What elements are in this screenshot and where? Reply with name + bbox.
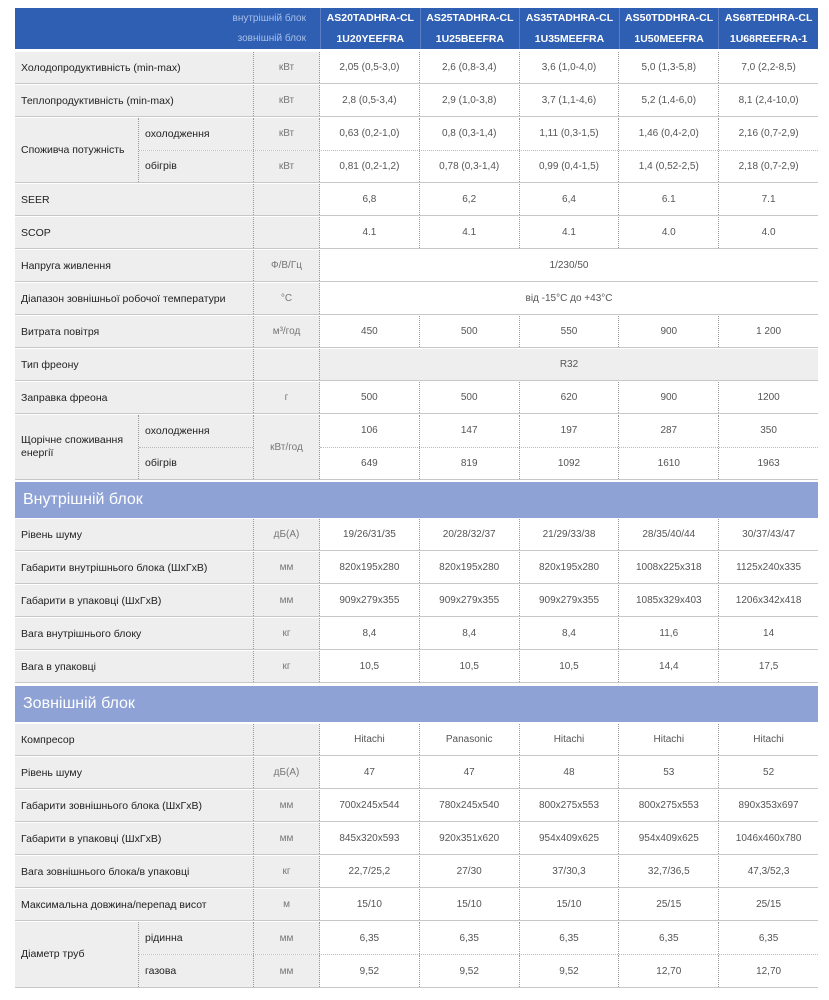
row-label: Вага в упаковці	[15, 651, 254, 682]
cell: Hitachi	[753, 734, 784, 745]
cell: 1,4 (0,52-2,5)	[619, 151, 719, 183]
pipe-diameter-group	[15, 922, 818, 988]
cell: 0,81 (0,2-1,2)	[320, 151, 420, 183]
cell: 22,7/25,2	[320, 856, 420, 887]
cell: 21/29/33/38	[520, 519, 620, 550]
cell: 2,18 (0,7-2,9)	[738, 160, 799, 172]
row-label: Витрата повітря	[15, 316, 254, 347]
row-unit: дБ(А)	[254, 757, 320, 788]
cell: 8,4	[320, 618, 420, 649]
cell: 620	[520, 382, 620, 413]
row-label: Габарити в упаковці (ШхГхВ)	[15, 585, 254, 616]
cell: 845x320x593	[320, 823, 420, 854]
cell: 890x353x697	[738, 800, 799, 811]
cell: 6,35	[520, 922, 620, 954]
cell: 2,05 (0,5-3,0)	[320, 52, 420, 83]
cell: 6,8	[320, 184, 420, 215]
cell: 7.1	[761, 194, 776, 205]
merged-cell: 1/230/50	[549, 260, 589, 271]
cell: 8,1 (2,4-10,0)	[738, 95, 799, 106]
row-unit: дБ(А)	[254, 519, 320, 550]
cell: 52	[763, 767, 775, 778]
cell: 1046x460x780	[735, 833, 802, 844]
row-label: Габарити в упаковці (ШхГхВ)	[15, 823, 254, 854]
cell: 6,35	[320, 922, 420, 954]
model-column	[619, 8, 719, 49]
cell: 6.1	[619, 184, 719, 215]
cell: 6,2	[420, 184, 520, 215]
table-row	[15, 618, 818, 650]
cell: 20/28/32/37	[420, 519, 520, 550]
table-row	[15, 283, 818, 315]
cell: 2,9 (1,0-3,8)	[420, 85, 520, 116]
cell: 909x279x355	[420, 585, 520, 616]
cell: 6,35	[619, 922, 719, 954]
row-label: Максимальна довжина/перепад висот	[15, 889, 254, 920]
indoor-model: AS35TADHRA-CL	[525, 12, 614, 25]
cell: 4.1	[420, 217, 520, 248]
row-unit: Ф/В/Гц	[254, 250, 320, 281]
cell: 1092	[520, 448, 620, 480]
model-column	[519, 8, 619, 49]
cell: 1200	[757, 392, 780, 403]
indoor-model: AS50TDDHRA-CL	[625, 12, 714, 25]
cell: Hitachi	[619, 724, 719, 755]
cell: 800x275x553	[619, 790, 719, 821]
cell: 48	[520, 757, 620, 788]
cell: 28/35/40/44	[619, 519, 719, 550]
cell: 53	[619, 757, 719, 788]
row-label: Габарити внутрішнього блока (ШхГхВ)	[15, 552, 254, 583]
cell: 1125x240x335	[736, 562, 802, 573]
row-unit: мм	[254, 790, 320, 821]
row-label: SEER	[15, 184, 254, 215]
cell: 2,8 (0,5-3,4)	[320, 85, 420, 116]
cell: 500	[420, 382, 520, 413]
table-row	[15, 790, 818, 822]
cell: 19/26/31/35	[320, 519, 420, 550]
cell: 47	[420, 757, 520, 788]
row-unit: кВт	[254, 151, 320, 183]
cell: 909x279x355	[320, 585, 420, 616]
model-column	[718, 8, 818, 49]
cell: Hitachi	[520, 724, 620, 755]
row-label: Вага внутрішнього блоку	[15, 618, 254, 649]
cell: 17,5	[758, 661, 779, 672]
cell: 6,35	[758, 932, 779, 944]
cell: 700x245x544	[320, 790, 420, 821]
row-unit: кВт	[254, 85, 320, 116]
row-label: Холодопродуктивність (min-max)	[15, 52, 254, 83]
outdoor-model: 1U50MEEFRA	[634, 32, 704, 45]
row-unit	[254, 217, 320, 248]
indoor-model: AS20TADHRA-CL	[326, 12, 414, 25]
row-unit: мм	[254, 585, 320, 616]
cell: 8,4	[420, 618, 520, 649]
annual-energy-group	[15, 415, 818, 480]
table-row	[15, 823, 818, 855]
row-label: Напруга живлення	[15, 250, 254, 281]
row-unit: кг	[254, 618, 320, 649]
cell: 820x195x280	[520, 552, 620, 583]
row-label: Споживча потужність	[15, 118, 139, 182]
row-unit: кг	[254, 856, 320, 887]
cell: 8,4	[520, 618, 620, 649]
cell: 197	[520, 415, 620, 447]
row-unit: мм	[254, 823, 320, 854]
merged-cell: від -15°С до +43°С	[525, 293, 613, 304]
cell: 0,99 (0,4-1,5)	[520, 151, 620, 183]
cell: 4.0	[619, 217, 719, 248]
cell: 820x195x280	[420, 552, 520, 583]
cell: 649	[320, 448, 420, 480]
cell: 7,0 (2,2-8,5)	[741, 62, 796, 73]
cell: 2,6 (0,8-3,4)	[420, 52, 520, 83]
cell: 106	[320, 415, 420, 447]
indoor-model: AS25TADHRA-CL	[426, 12, 514, 25]
row-unit: кг	[254, 651, 320, 682]
table-row	[15, 85, 818, 117]
cell: 350	[760, 425, 777, 437]
table-row	[15, 250, 818, 282]
table-row	[15, 217, 818, 249]
cell: 1963	[757, 457, 780, 469]
cell: 15/10	[520, 889, 620, 920]
table-header	[15, 8, 818, 49]
merged-cell: R32	[559, 359, 579, 370]
row-unit: кВт	[254, 52, 320, 83]
cell: 9,52	[320, 955, 420, 987]
table-row	[15, 651, 818, 683]
row-unit: мм	[254, 552, 320, 583]
cell: 819	[420, 448, 520, 480]
cell: 27/30	[420, 856, 520, 887]
cell: 47,3/52,3	[747, 866, 790, 877]
cell: 9,52	[420, 955, 520, 987]
cell: 1,46 (0,4-2,0)	[619, 118, 719, 150]
row-label: Заправка фреона	[15, 382, 254, 413]
row-unit	[254, 184, 320, 215]
table-row	[15, 382, 818, 414]
cell: 9,52	[520, 955, 620, 987]
cell: 0,8 (0,3-1,4)	[420, 118, 520, 150]
cell: 15/10	[320, 889, 420, 920]
sub-row-label: охолодження	[139, 118, 254, 150]
cell: 920x351x620	[420, 823, 520, 854]
section-title-indoor: Внутрішній блок	[15, 482, 818, 518]
cell: 147	[420, 415, 520, 447]
cell: 0,63 (0,2-1,0)	[320, 118, 420, 150]
row-label: Рівень шуму	[15, 757, 254, 788]
model-column	[320, 8, 420, 49]
cell: 2,16 (0,7-2,9)	[738, 128, 799, 140]
row-unit: мм	[254, 922, 320, 954]
outdoor-model: 1U25BEEFRA	[435, 32, 505, 45]
sub-row-label: газова	[139, 955, 254, 987]
row-unit: м	[254, 889, 320, 920]
cell: 14	[763, 628, 775, 639]
cell: 4.1	[520, 217, 620, 248]
row-unit: г	[254, 382, 320, 413]
outdoor-model: 1U35MEEFRA	[534, 32, 605, 45]
row-unit	[254, 349, 320, 380]
cell: 10,5	[420, 651, 520, 682]
cell: 800x275x553	[520, 790, 620, 821]
cell: 32,7/36,5	[619, 856, 719, 887]
cell: 4.0	[761, 227, 776, 238]
table-row	[15, 889, 818, 921]
section-title-outdoor: Зовнішній блок	[15, 686, 818, 722]
cell: 287	[619, 415, 719, 447]
row-label: Габарити зовнішнього блока (ШхГхВ)	[15, 790, 254, 821]
table-row	[15, 552, 818, 584]
cell: 1206x342x418	[735, 595, 802, 606]
row-unit: кВт/год	[254, 415, 320, 479]
cell: 1008x225x318	[619, 552, 719, 583]
cell: 1 200	[756, 326, 782, 337]
row-label: Діапазон зовнішньої робочої температури	[15, 283, 254, 314]
cell: 550	[520, 316, 620, 347]
cell: 5,2 (1,4-6,0)	[619, 85, 719, 116]
cell: 15/10	[420, 889, 520, 920]
row-label: Діаметр труб	[15, 922, 139, 987]
table-row	[15, 316, 818, 348]
cell: 954x409x625	[619, 823, 719, 854]
sub-row-label: охолодження	[139, 415, 253, 448]
cell: 6,35	[420, 922, 520, 954]
cell: Panasonic	[420, 724, 520, 755]
row-label: Тип фреону	[15, 349, 254, 380]
row-label: SCOP	[15, 217, 254, 248]
model-column	[420, 8, 520, 49]
outdoor-model: 1U20YEEFRA	[336, 32, 405, 45]
indoor-unit-label: внутрішній блок	[232, 12, 306, 24]
cell: 10,5	[520, 651, 620, 682]
sub-row-label: обігрів	[145, 457, 177, 470]
cell: 3,7 (1,1-4,6)	[520, 85, 620, 116]
cell: Hitachi	[320, 724, 420, 755]
table-row	[15, 585, 818, 617]
table-row	[15, 519, 818, 551]
table-row	[15, 184, 818, 216]
row-unit: °С	[254, 283, 320, 314]
cell: 30/37/43/47	[742, 529, 795, 540]
cell: 25/15	[619, 889, 719, 920]
row-label: Компресор	[15, 724, 254, 755]
table-row	[15, 349, 818, 381]
cell: 780x245x540	[420, 790, 520, 821]
cell: 14,4	[619, 651, 719, 682]
table-row	[15, 757, 818, 789]
cell: 10,5	[320, 651, 420, 682]
outdoor-model: 1U68REEFRA-1	[729, 32, 808, 45]
power-consumption-group	[15, 118, 818, 183]
row-label: Рівень шуму	[15, 519, 254, 550]
sub-row-label: обігрів	[139, 151, 254, 183]
header-labels	[15, 8, 320, 49]
row-unit: м³/год	[254, 316, 320, 347]
cell: 0,78 (0,3-1,4)	[420, 151, 520, 183]
cell: 25/15	[756, 899, 782, 910]
cell: 909x279x355	[520, 585, 620, 616]
outdoor-unit-label: зовнішній блок	[237, 33, 306, 45]
cell: 900	[619, 382, 719, 413]
cell: 450	[320, 316, 420, 347]
cell: 4.1	[320, 217, 420, 248]
table-row	[15, 724, 818, 756]
row-unit: кВт	[254, 118, 320, 150]
cell: 47	[320, 757, 420, 788]
cell: 1610	[619, 448, 719, 480]
cell: 1085x329x403	[619, 585, 719, 616]
cell: 11,6	[619, 618, 719, 649]
cell: 12,70	[619, 955, 719, 987]
sub-row-label: рідинна	[139, 922, 254, 954]
cell: 500	[420, 316, 520, 347]
indoor-model: AS68TEDHRA-CL	[724, 12, 813, 25]
cell: 1,11 (0,3-1,5)	[520, 118, 620, 150]
cell: 6,4	[520, 184, 620, 215]
cell: 900	[619, 316, 719, 347]
cell: 954x409x625	[520, 823, 620, 854]
cell: 12,70	[756, 965, 782, 977]
row-label: Щорічне споживання енергії	[15, 415, 139, 479]
cell: 5,0 (1,3-5,8)	[619, 52, 719, 83]
table-row	[15, 52, 818, 84]
row-label: Вага зовнішнього блока/в упаковці	[15, 856, 254, 887]
row-label: Теплопродуктивність (min-max)	[15, 85, 254, 116]
cell: 820x195x280	[320, 552, 420, 583]
cell: 500	[320, 382, 420, 413]
table-row	[15, 856, 818, 888]
row-unit	[254, 724, 320, 755]
row-unit: мм	[254, 955, 320, 987]
cell: 3,6 (1,0-4,0)	[520, 52, 620, 83]
cell: 37/30,3	[520, 856, 620, 887]
